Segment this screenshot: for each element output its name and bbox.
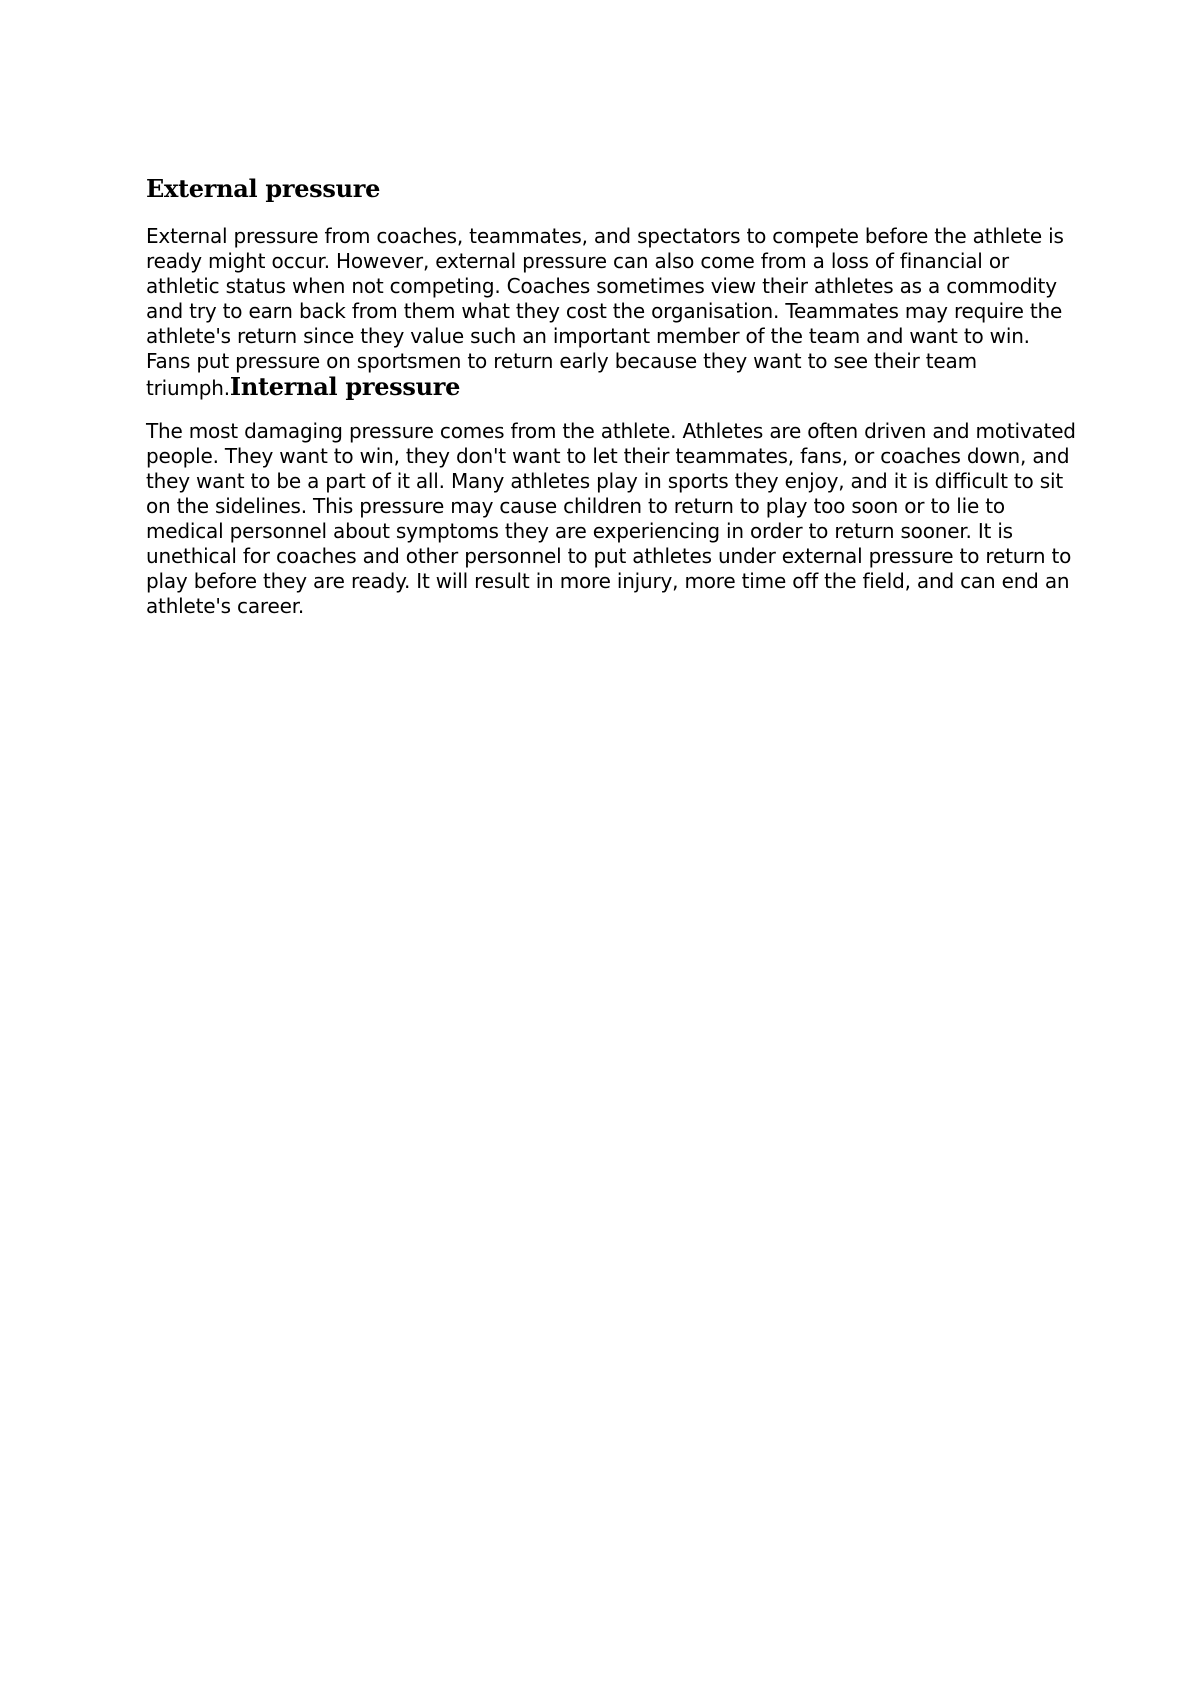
document-content	[146, 174, 1076, 619]
section-paragraph-external-pressure	[146, 224, 1076, 401]
section-heading-external-pressure: External pressure	[146, 174, 381, 203]
section-paragraph-internal-pressure: The most damaging pressure comes from the athlete. Athletes are often driven and motivated people. They want to win, they don't want to let their teammates, fans, or coaches down, and they want to be a part of it all. Many athletes play in sports they enjoy, and it is difficult to sit on the sidelines. This pressure may cause children to return to play too soon or to lie to medical personnel about symptoms they are experiencing in order to return sooner. It is unethical for coaches and other personnel to put athletes under external pressure to return to play before they are ready. It will result in more injury, more time off the field, and can end an athlete's career.	[146, 419, 1076, 618]
section-heading-internal-pressure: Internal pressure	[229, 372, 461, 401]
paragraph-text: External pressure from coaches, teammates, and spectators to compete before the athlete is ready might occur. However, external pressure can also come from a loss of financial or athletic status when not competing. Coaches sometimes view their athletes as a commodity and try to earn back from them what they cost the organisation. Teammates may require the athlete's return since they value such an important member of the team and want to win. Fans put pressure on sportsmen to return early because they want to see their team triumph.	[146, 224, 1064, 400]
